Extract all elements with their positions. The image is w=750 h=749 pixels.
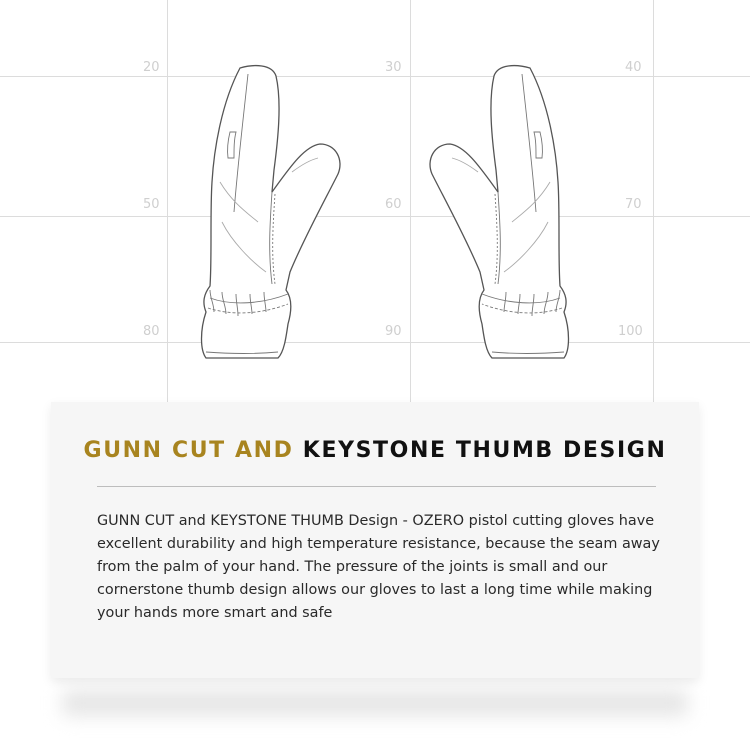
grid-number: 30 bbox=[385, 60, 402, 75]
description-text: GUNN CUT and KEYSTONE THUMB Design - OZERO pistol cutting gloves have excellent durability and high temperature resistance, because the seam away from the palm of your hand. The pressure of the joints is small and our cornerstone thumb design allows our gloves to last a long time while making your hands more smart and safe bbox=[97, 513, 660, 621]
grid-number: 70 bbox=[625, 197, 642, 212]
section-heading bbox=[0, 438, 750, 463]
heading-divider bbox=[97, 486, 656, 487]
card-shadow bbox=[62, 690, 688, 716]
grid-number: 100 bbox=[618, 324, 643, 339]
grid-line bbox=[0, 216, 750, 217]
grid-number: 90 bbox=[385, 324, 402, 339]
heading-rest: KEYSTONE THUMB DESIGN bbox=[302, 438, 667, 463]
grid-number: 80 bbox=[143, 324, 160, 339]
grid-number: 50 bbox=[143, 197, 160, 212]
right-glove-sketch bbox=[428, 62, 578, 364]
grid-line bbox=[0, 342, 750, 343]
grid-line bbox=[0, 76, 750, 77]
grid-number: 20 bbox=[143, 60, 160, 75]
left-glove-sketch bbox=[192, 62, 342, 364]
heading-highlight: GUNN CUT AND bbox=[83, 438, 294, 463]
grid-number: 60 bbox=[385, 197, 402, 212]
grid-number: 40 bbox=[625, 60, 642, 75]
